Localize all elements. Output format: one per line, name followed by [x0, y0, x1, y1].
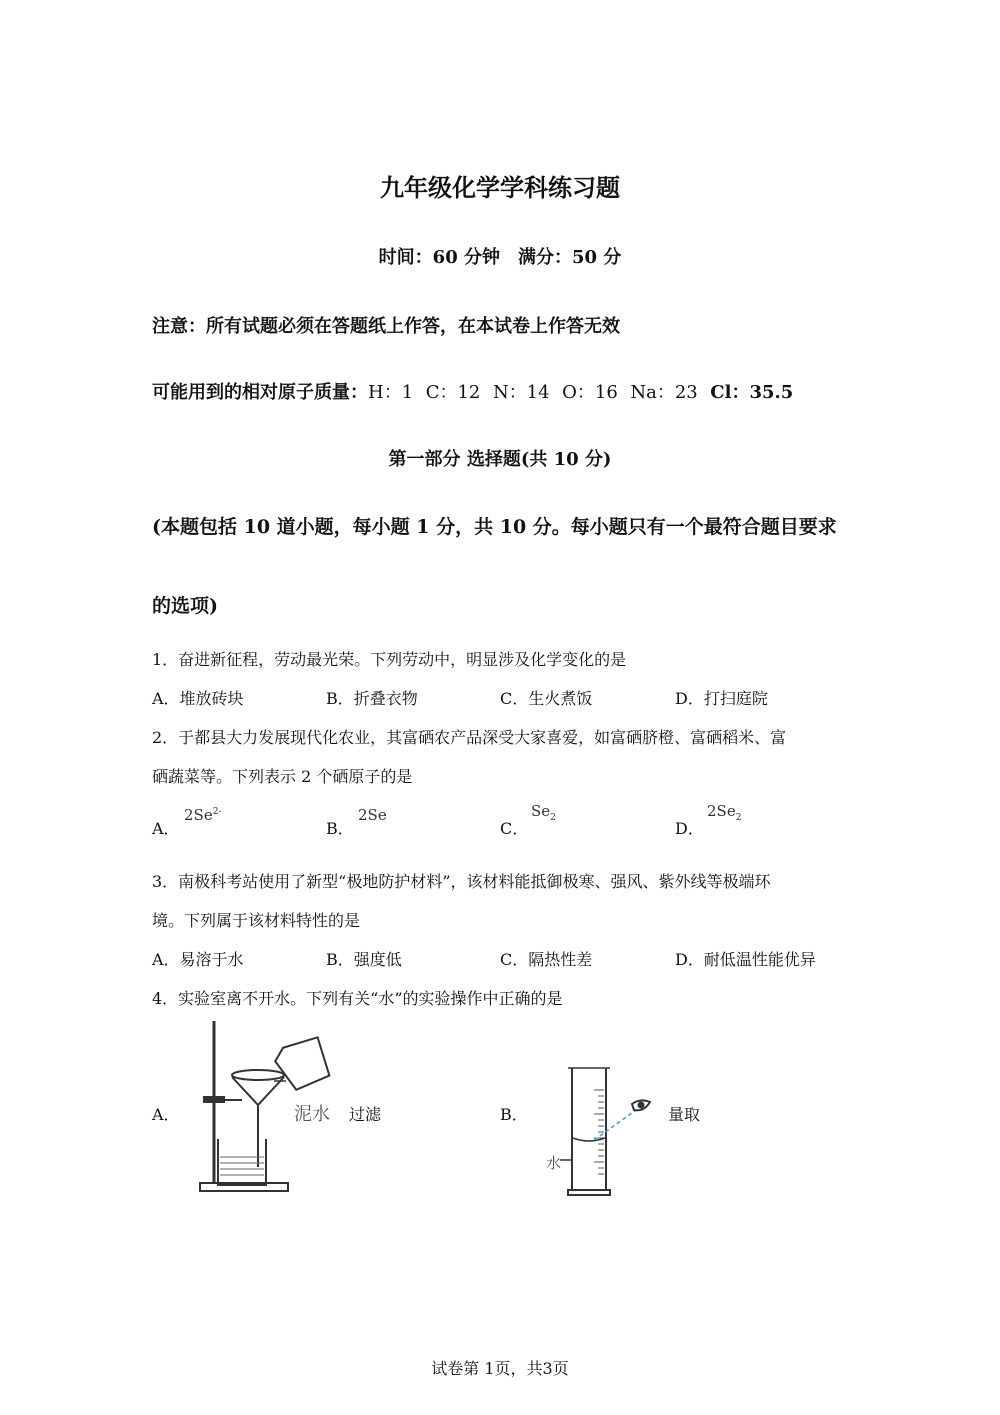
question-2-option-d-formula	[707, 802, 741, 823]
question-3-option-a: A．易溶于水	[152, 950, 244, 969]
question-2-stem-line1: 2．于都县大力发展现代化农业，其富硒农产品深受大家喜爱，如富硒脐橙、富硒稻米、富	[152, 728, 787, 747]
question-4-option-b-letter: B．	[500, 1105, 528, 1124]
atomic-mass-o: O：16	[562, 382, 618, 403]
question-4-option-a-letter: A．	[152, 1105, 180, 1124]
cylinder-body	[572, 1068, 606, 1190]
cylinder-base	[568, 1190, 610, 1195]
question-1-option-c: C．生火煮饭	[500, 689, 593, 708]
part1-instructions-line1: (本题包括 10 道小题，每小题 1 分，共 10 分。每小题只有一个最符合题目要求	[152, 516, 837, 538]
formula-d-subscript: 2	[735, 813, 742, 823]
question-3-option-d: D．耐低温性能优异	[675, 950, 816, 969]
question-1-option-b: B．折叠衣物	[326, 689, 418, 708]
question-1-option-a: A．堆放砖块	[152, 689, 244, 708]
page-title: 九年级化学学科练习题	[380, 174, 620, 202]
question-3-stem-line1: 3．南极科考站使用了新型“极地防护材料”，该材料能抵御极寒、强风、紫外线等极端环	[152, 872, 771, 891]
atomic-mass-n: N：14	[492, 382, 550, 403]
formula-c-subscript: 2	[550, 813, 556, 823]
atomic-mass-cl: Cl：35.5	[710, 382, 794, 403]
question-4-option-a-caption: 过滤	[349, 1105, 382, 1124]
question-2-option-a-letter: A．	[152, 819, 180, 838]
question-4-stem: 4．实验室离不开水。下列有关“水”的实验操作中正确的是	[152, 989, 563, 1008]
atomic-mass-label: 可能用到的相对原子质量：	[152, 382, 368, 403]
part1-heading: 第一部分 选择题(共 10 分)	[388, 449, 612, 470]
question-3-option-b: B．强度低	[326, 950, 402, 969]
question-2-option-b-formula: 2Se	[358, 806, 387, 824]
question-1-stem: 1．奋进新征程，劳动最光荣。下列劳动中，明显涉及化学变化的是	[152, 650, 627, 669]
part1-instructions-line2: 的选项)	[152, 595, 218, 617]
page-footer: 试卷第 1页，共3页	[431, 1359, 569, 1378]
graduated-cylinder-diagram	[540, 1060, 660, 1200]
exam-notice: 注意：所有试题必须在答题纸上作答，在本试卷上作答无效	[152, 316, 620, 337]
question-2-option-d-letter: D．	[675, 819, 704, 838]
formula-c-base: Se	[531, 802, 551, 820]
question-2-option-b-letter: B．	[326, 819, 354, 838]
question-2-option-c-formula	[531, 802, 556, 823]
stand-clamp	[204, 1097, 224, 1102]
question-2-option-a-formula	[184, 806, 221, 824]
formula-a-base: 2Se	[184, 806, 213, 824]
question-2-option-c-letter: C．	[500, 819, 529, 838]
water-label: 水	[546, 1154, 562, 1172]
exam-time-score: 时间：60 分钟 满分：50 分	[378, 247, 622, 268]
question-3-stem-line2: 境。下列属于该材料特性的是	[152, 911, 361, 930]
pouring-beaker	[272, 1035, 332, 1093]
formula-a-charge: 2-	[212, 807, 222, 817]
question-3-option-c: C．隔热性差	[500, 950, 593, 969]
muddy-water-label: 泥水	[294, 1104, 330, 1125]
atomic-mass-c: C：12	[425, 382, 481, 403]
question-1-option-d: D．打扫庭院	[675, 689, 768, 708]
formula-d-base: 2Se	[707, 802, 736, 820]
question-2-stem-line2: 硒蔬菜等。下列表示 2 个硒原子的是	[152, 767, 413, 786]
atomic-mass-na: Na：23	[630, 382, 698, 403]
question-4-option-b-caption: 量取	[668, 1105, 701, 1124]
funnel-ring	[232, 1070, 284, 1080]
atomic-mass-line	[152, 378, 793, 404]
atomic-mass-h: H：1	[368, 382, 414, 403]
